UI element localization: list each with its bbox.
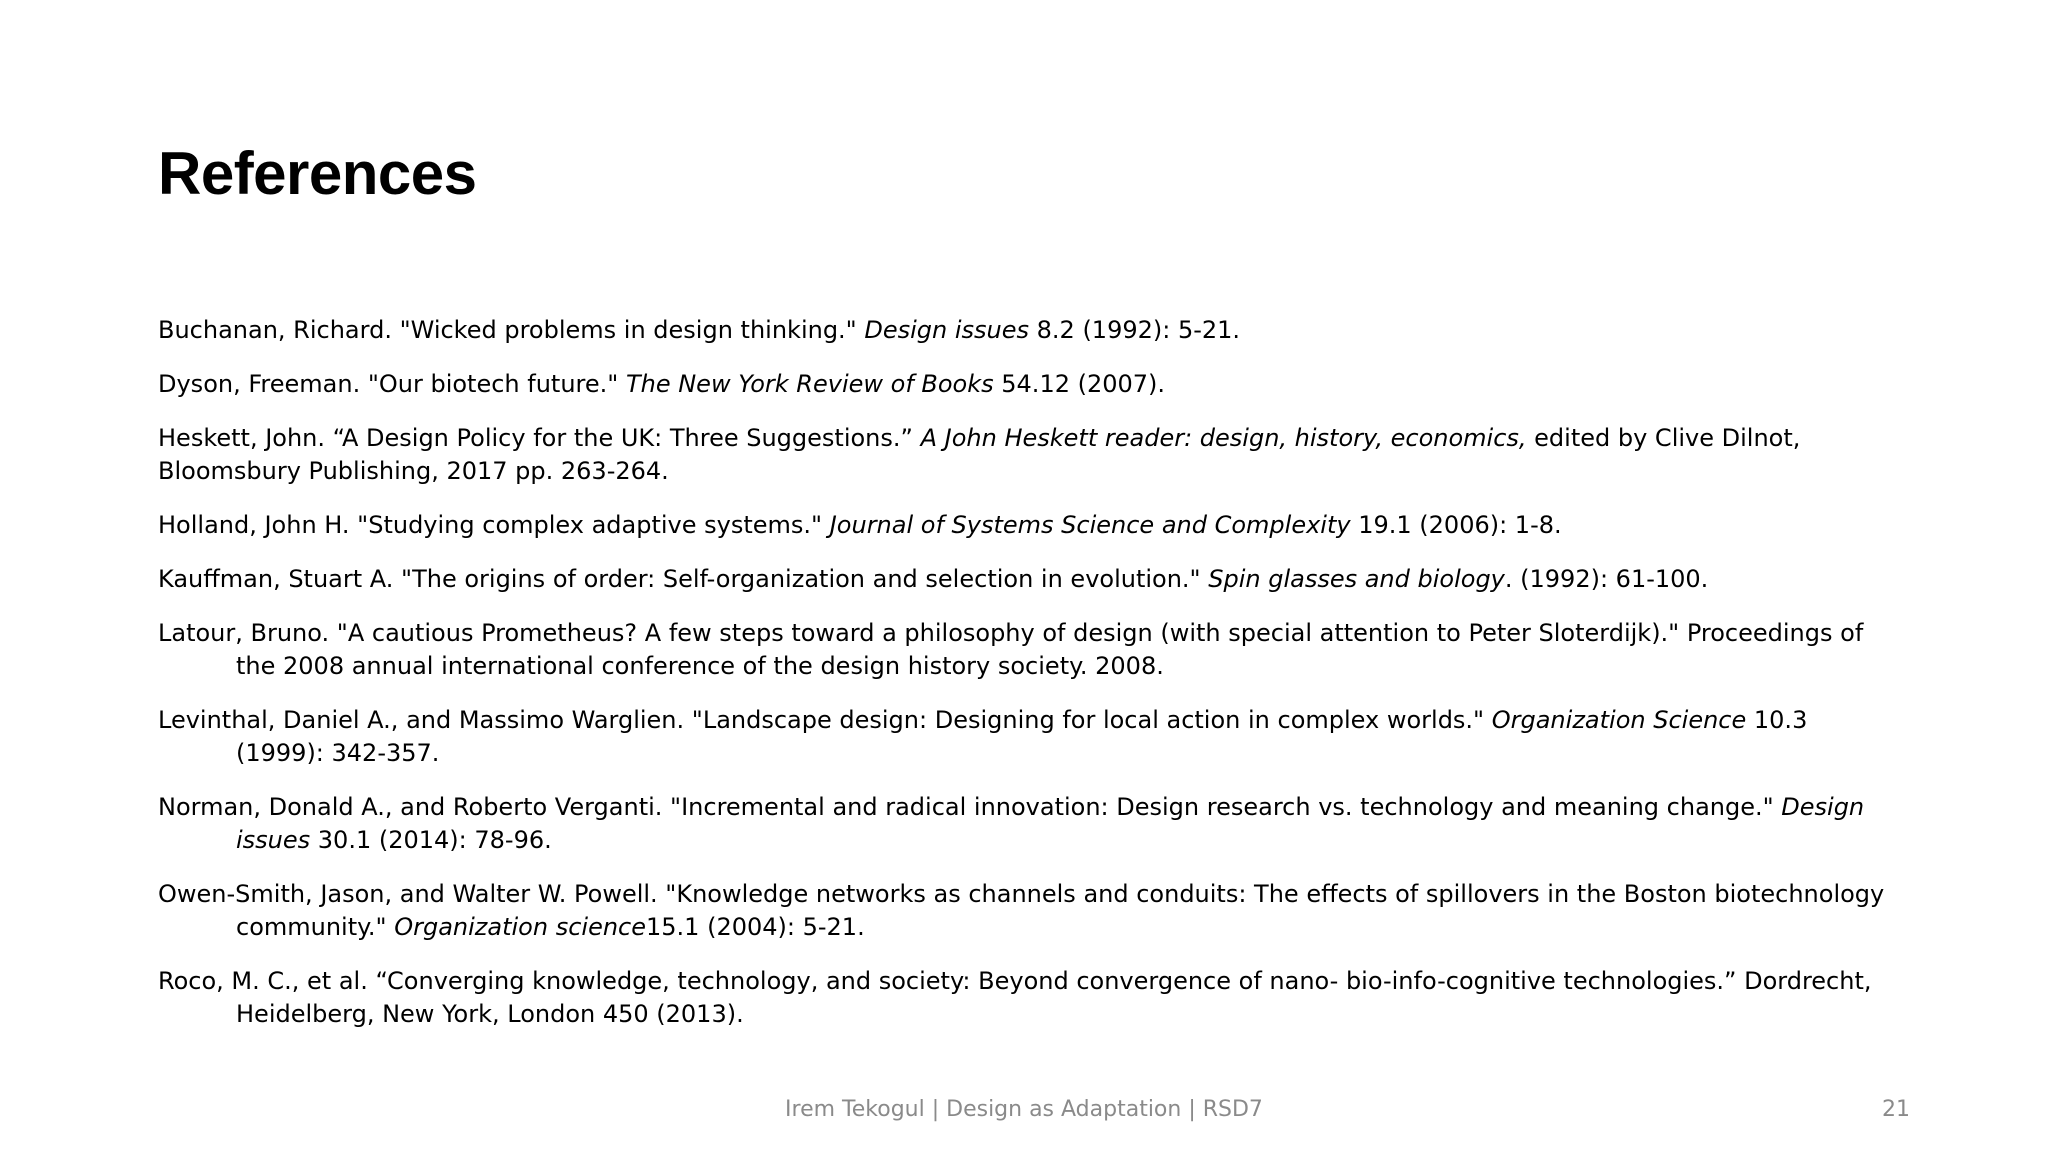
- reference-source: Spin glasses and biology: [1208, 565, 1505, 593]
- reference-details: . (1992): 61-100.: [1504, 565, 1709, 593]
- reference-list: [158, 314, 1898, 1052]
- reference-source: A John Heskett reader: design, history, economics,: [920, 424, 1527, 452]
- reference-details: 10.3 (1999): 342-357.: [236, 706, 1808, 767]
- reference-item: [158, 368, 1898, 401]
- reference-text: Levinthal, Daniel A., and Massimo Warglien. "Landscape design: Designing for local action in complex worlds.": [158, 706, 1492, 734]
- reference-item: [158, 791, 1898, 857]
- reference-text: Owen-Smith, Jason, and Walter W. Powell. "Knowledge networks as channels and conduits: The effects of spillovers in the Boston biotechnology community.": [158, 880, 1885, 941]
- reference-text: Holland, John H. "Studying complex adaptive systems.": [158, 511, 830, 539]
- reference-source: Design issues: [236, 793, 1865, 854]
- reference-text: Kauffman, Stuart A. "The origins of order: Self-organization and selection in evolution.": [158, 565, 1209, 593]
- reference-source: Organization Science: [1491, 706, 1747, 734]
- reference-details: 15.1 (2004): 5-21.: [646, 913, 865, 941]
- reference-text: Dyson, Freeman. "Our biotech future.": [158, 370, 626, 398]
- reference-item: [158, 965, 1898, 1031]
- reference-item: [158, 422, 1898, 488]
- reference-item: [158, 704, 1898, 770]
- reference-item: [158, 617, 1898, 683]
- reference-details: edited by Clive Dilnot, Bloomsbury Publishing, 2017 pp. 263-264.: [158, 424, 1801, 485]
- reference-item: [158, 563, 1898, 596]
- reference-source: Journal of Systems Science and Complexity: [829, 511, 1351, 539]
- reference-details: 30.1 (2014): 78-96.: [310, 826, 552, 854]
- slide-footer: Irem Tekogul | Design as Adaptation | RSD7: [785, 1097, 1263, 1122]
- reference-source: Organization science: [394, 913, 647, 941]
- page-title: References: [158, 140, 477, 207]
- page-number: 21: [1882, 1097, 1910, 1122]
- reference-item: [158, 878, 1898, 944]
- reference-source: The New York Review of Books: [625, 370, 994, 398]
- reference-details: 19.1 (2006): 1-8.: [1350, 511, 1562, 539]
- reference-source: Design issues: [864, 316, 1030, 344]
- reference-text: Heskett, John. “A Design Policy for the UK: Three Suggestions.”: [158, 424, 921, 452]
- reference-text: Buchanan, Richard. "Wicked problems in design thinking.": [158, 316, 865, 344]
- reference-text: Latour, Bruno. "A cautious Prometheus? A few steps toward a philosophy of design (with special attention to Peter Sloterdijk)." Proceedings of the 2008 annual international conference of the design history society. 2008.: [158, 619, 1864, 680]
- reference-item: [158, 509, 1898, 542]
- reference-item: [158, 314, 1898, 347]
- reference-details: 8.2 (1992): 5-21.: [1029, 316, 1241, 344]
- reference-text: Norman, Donald A., and Roberto Verganti. "Incremental and radical innovation: Design research vs. technology and meaning change.": [158, 793, 1782, 821]
- reference-text: Roco, M. C., et al. “Converging knowledge, technology, and society: Beyond convergence of nano- bio-info-cognitive technologies.” Dordrecht, Heidelberg, New York, London 450 (2013).: [158, 967, 1872, 1028]
- reference-details: 54.12 (2007).: [993, 370, 1166, 398]
